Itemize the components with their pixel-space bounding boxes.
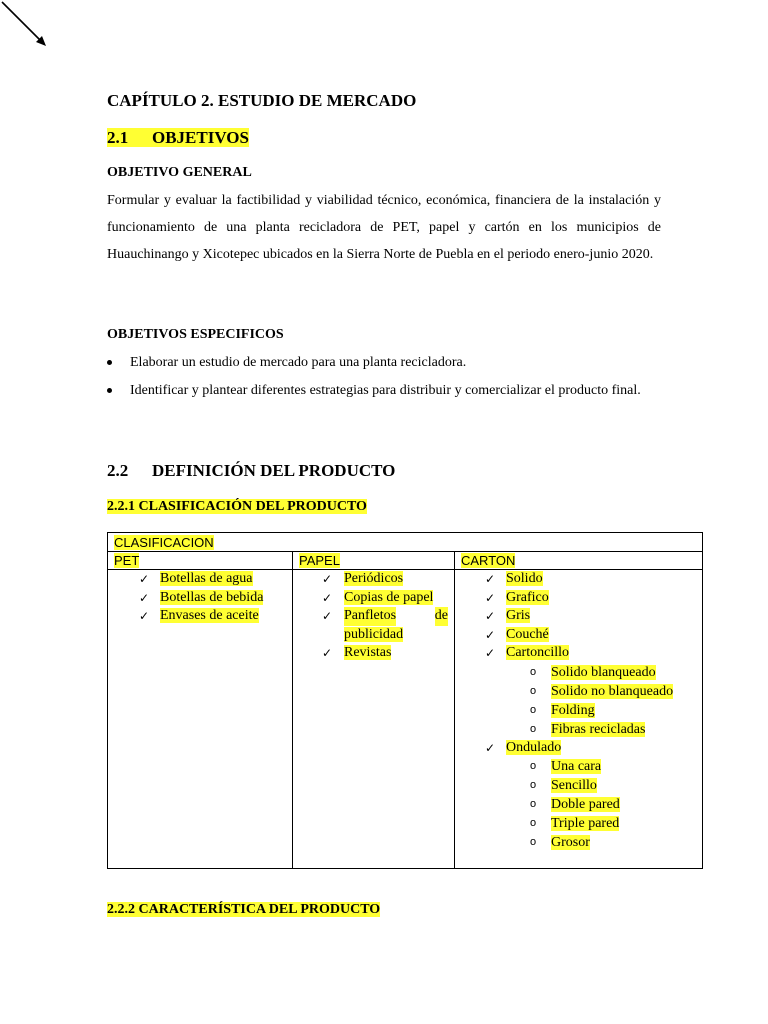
list-item: Identificar y plantear diferentes estrategias para distribuir y comercializar el producto final.: [107, 377, 661, 404]
check-icon: ✓: [485, 646, 496, 660]
list-item: ✓ Revistas: [293, 644, 454, 663]
list-item: ✓ Solido: [455, 570, 702, 589]
table-header: CLASIFICACION: [114, 535, 214, 550]
list-item: ✓ Copias de papel: [293, 589, 454, 608]
column-carton: [455, 552, 702, 868]
list-item: ✓ Grafico: [455, 589, 702, 608]
list-item: o Solido blanqueado: [530, 664, 656, 680]
check-icon: ✓: [322, 572, 333, 586]
column-header-carton: CARTON: [461, 553, 516, 568]
list-item: o Fibras recicladas: [530, 721, 646, 737]
check-icon: ✓: [485, 609, 496, 623]
table-header-row: [108, 533, 702, 552]
check-icon: ✓: [322, 609, 333, 623]
objetivo-general-text: Formular y evaluar la factibilidad y viabilidad técnico, económica, financiera de la instalación y funcionamiento de una planta recicladora de PET, papel y cartón en los municipios de Huauchinango y Xicotepec ubicados en la Sierra Norte de Puebla en el periodo enero-junio 2020.: [107, 193, 661, 262]
check-icon: ✓: [485, 572, 496, 586]
list-item: ✓ Botellas de bebida: [108, 589, 292, 608]
list-item: ✓ Couché: [455, 626, 702, 645]
circle-bullet-icon: o: [530, 684, 537, 697]
circle-bullet-icon: o: [530, 760, 537, 772]
check-icon: ✓: [322, 590, 333, 605]
caracteristica-heading: [107, 902, 380, 918]
section-number: 2.1: [107, 128, 129, 147]
circle-bullet-icon: o: [530, 703, 537, 716]
list-item: ✓ Periódicos: [293, 570, 454, 589]
list-item: ✓ Cartoncillo: [455, 644, 702, 663]
caracteristica-heading-text: 2.2.2 CARACTERÍSTICA DEL PRODUCTO: [107, 902, 381, 917]
objetivos-especificos-heading: OBJETIVOS ESPECIFICOS: [107, 327, 284, 342]
check-icon: ✓: [485, 740, 496, 755]
list-item: o Sencillo: [530, 778, 597, 793]
section-title: DEFINICIÓN DEL PRODUCTO: [152, 461, 396, 480]
objetivo-general-heading: OBJETIVO GENERAL: [107, 165, 252, 180]
list-item: ✓ Envases de aceite: [108, 607, 292, 626]
list-item: o Grosor: [530, 835, 590, 850]
column-papel: [293, 552, 455, 868]
check-icon: ✓: [322, 646, 333, 660]
column-header-pet: PET: [114, 553, 140, 568]
list-item: ✓ Gris: [455, 607, 702, 626]
clasificacion-heading-text: 2.2.1 CLASIFICACIÓN DEL PRODUCTO: [107, 499, 367, 514]
circle-bullet-icon: o: [530, 722, 537, 735]
list-item: o Folding: [530, 702, 595, 718]
list-item: o Triple pared: [530, 816, 620, 831]
corner-arrow-icon: [0, 0, 60, 60]
clasificacion-heading: [107, 499, 367, 515]
circle-bullet-icon: o: [530, 817, 537, 829]
list-item: Elaborar un estudio de mercado para una planta recicladora.: [107, 349, 661, 376]
section-objetivos-heading: [107, 128, 249, 148]
check-icon: ✓: [139, 572, 150, 586]
column-pet: [108, 552, 293, 868]
list-item: ✓ Panfletos de publicidad: [322, 608, 448, 642]
list-item: o Doble pared: [530, 797, 620, 812]
circle-bullet-icon: o: [530, 836, 537, 848]
classification-table: [107, 532, 703, 869]
list-item: o Solido no blanqueado: [530, 683, 674, 699]
check-icon: ✓: [485, 627, 496, 642]
list-item: ✓ Botellas de agua: [108, 570, 292, 589]
check-icon: ✓: [485, 590, 496, 605]
objetivos-especificos-list: [107, 349, 661, 404]
section-number: 2.2: [107, 461, 129, 480]
column-header-papel: PAPEL: [299, 553, 340, 568]
list-item: ✓ Ondulado: [455, 739, 702, 758]
check-icon: ✓: [139, 609, 150, 623]
circle-bullet-icon: o: [530, 798, 537, 810]
circle-bullet-icon: o: [530, 779, 537, 791]
list-item: o Una cara: [530, 759, 602, 774]
check-icon: ✓: [139, 590, 150, 605]
circle-bullet-icon: o: [530, 665, 537, 678]
section-definicion-heading: [107, 461, 395, 481]
section-title: OBJETIVOS: [152, 128, 249, 147]
chapter-title: CAPÍTULO 2. ESTUDIO DE MERCADO: [107, 91, 417, 110]
